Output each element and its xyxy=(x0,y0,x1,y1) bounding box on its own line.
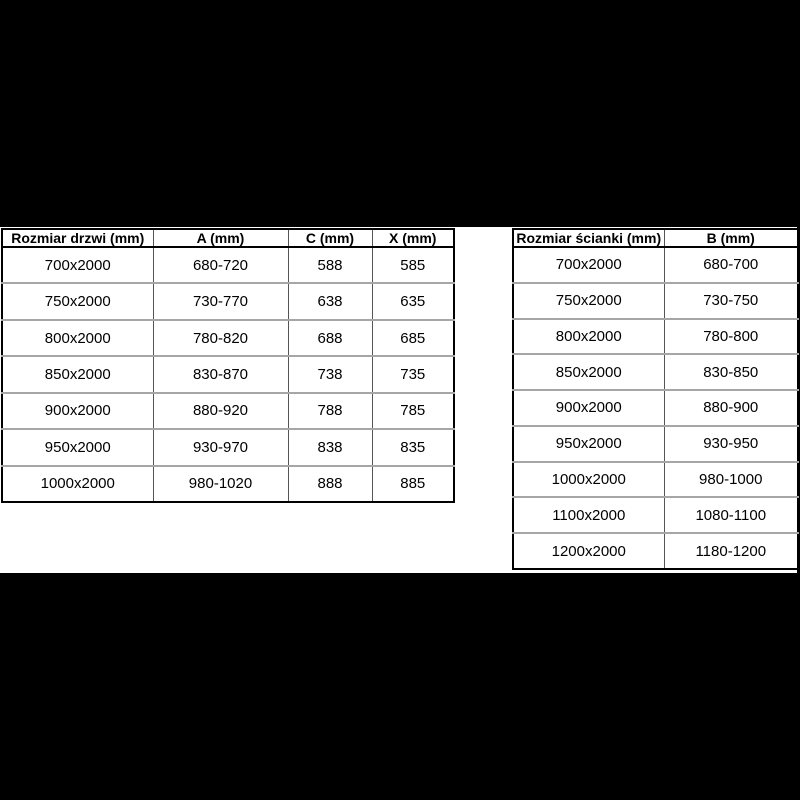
table-cell: 800x2000 xyxy=(2,320,153,356)
table-cell: 700x2000 xyxy=(2,247,153,283)
table-row xyxy=(2,247,454,283)
table-cell: 950x2000 xyxy=(2,429,153,465)
table-cell: 588 xyxy=(288,247,372,283)
table-cell: 785 xyxy=(372,393,454,429)
table-cell: 830-870 xyxy=(153,356,288,392)
table-cell: 680-720 xyxy=(153,247,288,283)
table-row xyxy=(513,533,798,569)
table-cell: 900x2000 xyxy=(2,393,153,429)
table-cell: 635 xyxy=(372,283,454,319)
table-cell: 900x2000 xyxy=(513,390,664,426)
column-header: B (mm) xyxy=(664,229,798,247)
table-cell: 638 xyxy=(288,283,372,319)
table-cell: 1000x2000 xyxy=(513,462,664,498)
table-cell: 788 xyxy=(288,393,372,429)
table-cell: 730-750 xyxy=(664,283,798,319)
column-header: C (mm) xyxy=(288,229,372,247)
table-cell: 1100x2000 xyxy=(513,497,664,533)
table-cell: 835 xyxy=(372,429,454,465)
table-cell: 780-820 xyxy=(153,320,288,356)
table-cell: 585 xyxy=(372,247,454,283)
table-cell: 885 xyxy=(372,466,454,502)
table-cell: 688 xyxy=(288,320,372,356)
table-cell: 930-970 xyxy=(153,429,288,465)
table-row xyxy=(513,390,798,426)
wall-table-header xyxy=(513,229,798,247)
door-table-body xyxy=(2,247,454,502)
table-cell: 980-1000 xyxy=(664,462,798,498)
table-row xyxy=(513,426,798,462)
table-cell: 1180-1200 xyxy=(664,533,798,569)
table-row xyxy=(2,283,454,319)
table-row xyxy=(2,356,454,392)
table-row xyxy=(2,466,454,502)
table-cell: 735 xyxy=(372,356,454,392)
wall-size-table xyxy=(512,228,799,570)
table-cell: 1080-1100 xyxy=(664,497,798,533)
table-row xyxy=(513,247,798,283)
table-cell: 980-1020 xyxy=(153,466,288,502)
table-row xyxy=(2,393,454,429)
door-size-table xyxy=(1,228,455,503)
table-cell: 700x2000 xyxy=(513,247,664,283)
table-row xyxy=(2,429,454,465)
table-cell: 750x2000 xyxy=(513,283,664,319)
table-cell: 850x2000 xyxy=(2,356,153,392)
table-cell: 880-900 xyxy=(664,390,798,426)
table-cell: 930-950 xyxy=(664,426,798,462)
table-row xyxy=(2,320,454,356)
spec-tables-panel xyxy=(0,227,797,573)
table-cell: 950x2000 xyxy=(513,426,664,462)
column-header: A (mm) xyxy=(153,229,288,247)
table-row xyxy=(513,462,798,498)
table-cell: 680-700 xyxy=(664,247,798,283)
table-cell: 780-800 xyxy=(664,319,798,355)
table-cell: 750x2000 xyxy=(2,283,153,319)
table-row xyxy=(513,283,798,319)
table-cell: 838 xyxy=(288,429,372,465)
table-cell: 1000x2000 xyxy=(40,475,115,493)
table-row xyxy=(513,354,798,390)
table-cell: 888 xyxy=(288,466,372,502)
column-header: Rozmiar ścianki (mm) xyxy=(513,229,664,247)
column-header: X (mm) xyxy=(372,229,454,247)
table-cell: 730-770 xyxy=(153,283,288,319)
table-cell: 685 xyxy=(372,320,454,356)
wall-table-body xyxy=(513,247,798,569)
header-row xyxy=(513,229,798,247)
table-cell: 850x2000 xyxy=(513,354,664,390)
column-header: Rozmiar drzwi (mm) xyxy=(2,229,153,247)
table-cell: 738 xyxy=(288,356,372,392)
table-cell: 880-920 xyxy=(153,393,288,429)
table-cell: 800x2000 xyxy=(513,319,664,355)
table-cell: 830-850 xyxy=(664,354,798,390)
table-cell: 1200x2000 xyxy=(551,542,626,560)
door-table-header xyxy=(2,229,454,247)
table-row xyxy=(513,497,798,533)
header-row xyxy=(2,229,454,247)
table-row xyxy=(513,319,798,355)
